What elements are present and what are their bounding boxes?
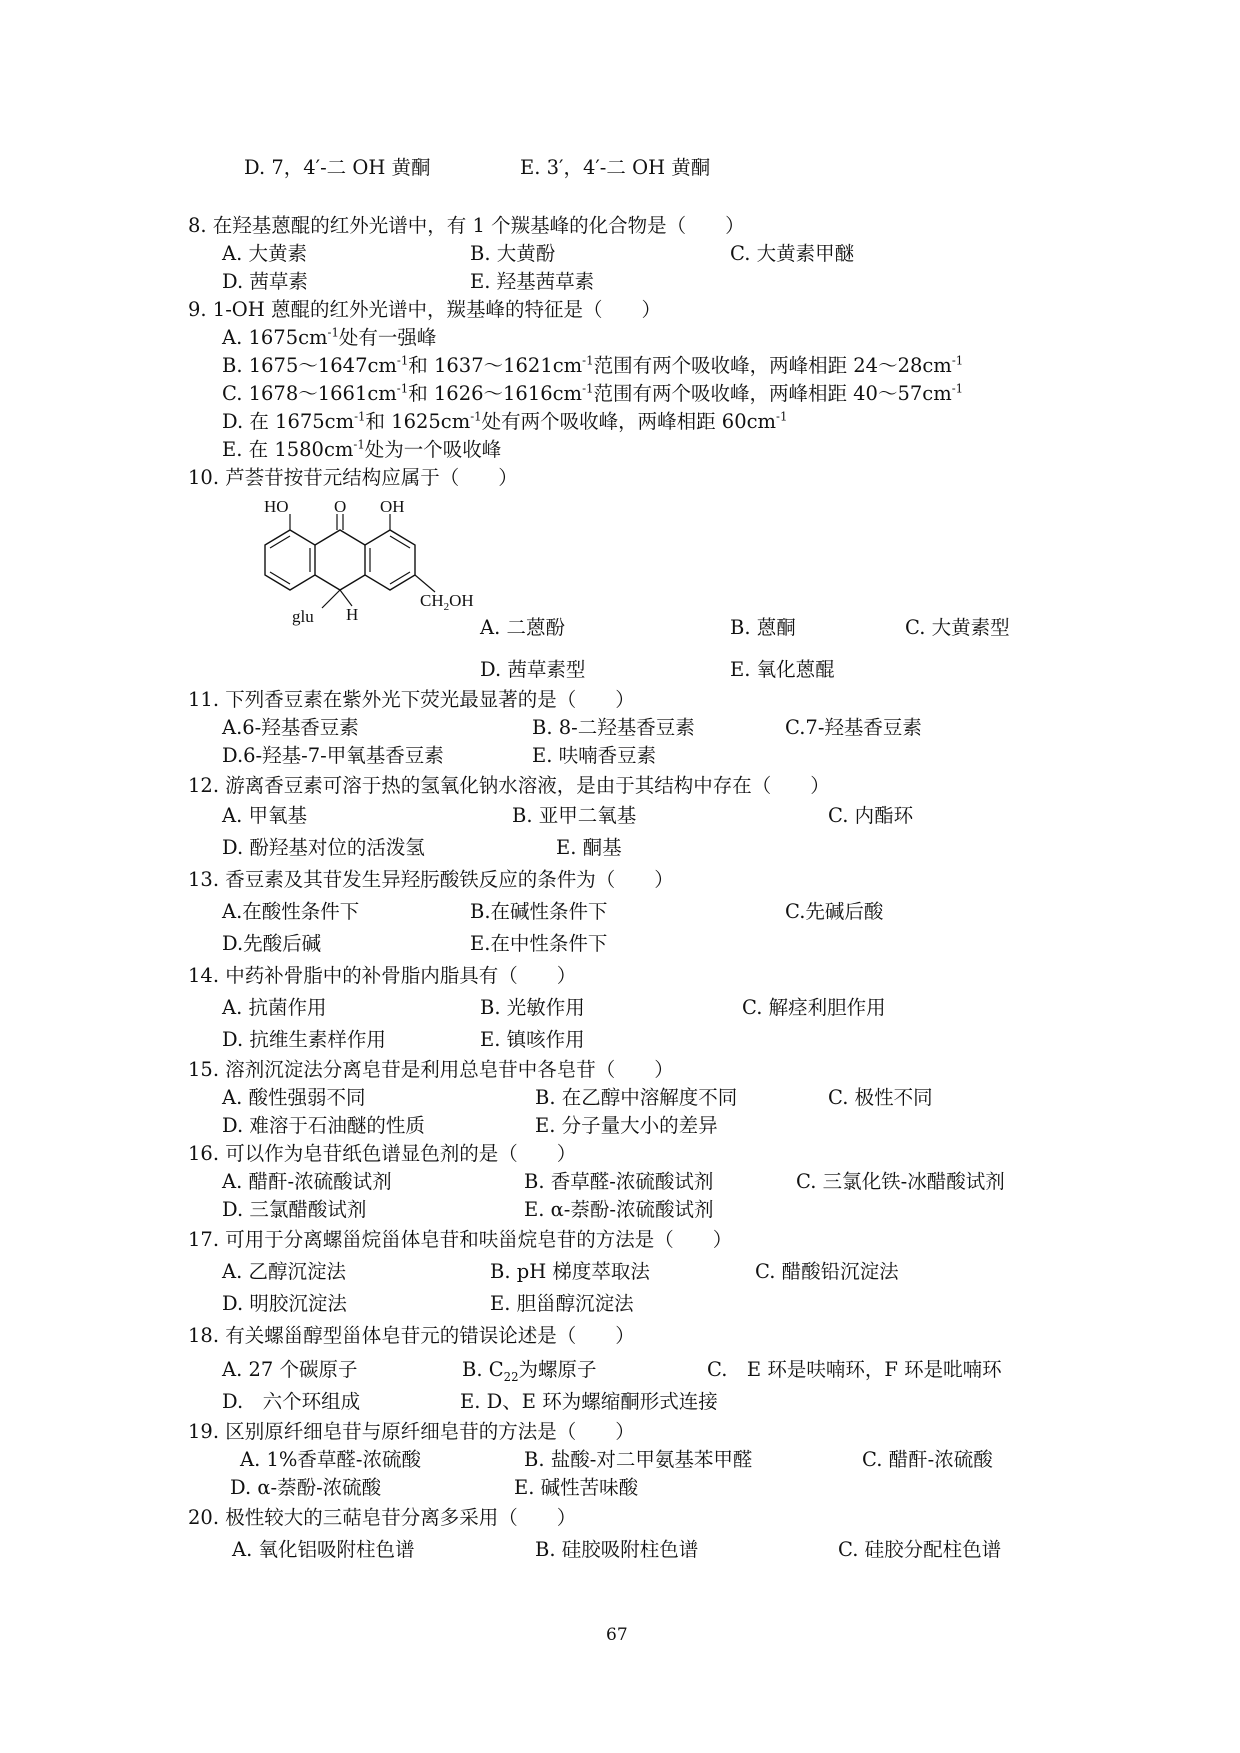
q9-stem: 9. 1-OH 蒽醌的红外光谱中，羰基峰的特征是（ ） [188,298,661,321]
q9-option-e: E. 在 $1580cm^{-1}$处为一个吸收峰 [222,437,502,461]
q16-option-b: B. 香草醛-浓硫酸试剂 [524,1170,714,1193]
q8-option-d: D. 茜草素 [222,270,308,293]
q10-stem: 10. 芦荟苷按苷元结构应属于（ ） [188,466,518,489]
q13-option-c: C.先碱后酸 [785,900,884,923]
q9-option-b: B. $1675\sim 1647cm^{-1}$和 $1637\sim 1621cm^{-1}$范围有两个吸收峰，两峰相距 $24\sim 28cm^{-1}$ [222,353,964,377]
q18-option-e: E. D、E 环为螺缩酮形式连接 [460,1390,718,1413]
q8-option-e: E. 羟基茜草素 [470,270,595,293]
label-h: H [346,605,359,624]
q10-option-c: C. 大黄素型 [905,616,1010,639]
q15-option-b: B. 在乙醇中溶解度不同 [535,1086,738,1109]
q8-option-c: C. 大黄素甲醚 [730,242,855,265]
q15-option-a: A. 酸性强弱不同 [222,1086,366,1109]
q14-option-a: A. 抗菌作用 [222,996,327,1019]
q18-option-a: A. 27 个碳原子 [222,1358,358,1381]
q15-option-d: D. 难溶于石油醚的性质 [222,1114,425,1137]
q10-option-a: A. 二蒽酚 [480,616,565,639]
label-ho: HO [264,500,289,516]
q18-option-b: B. $C_{22}$为螺原子 [462,1358,597,1384]
label-ch2oh: $CH_2OH$ [420,591,474,613]
q17-option-a: A. 乙醇沉淀法 [222,1260,346,1283]
q12-option-a: A. 甲氧基 [222,804,307,827]
q8-stem: 8. 在羟基蒽醌的红外光谱中，有 1 个羰基峰的化合物是（ ） [188,214,745,237]
q20-option-c: C. 硅胶分配柱色谱 [838,1538,1002,1561]
q8-option-a: A. 大黄素 [222,242,307,265]
q12-option-c: C. 内酯环 [828,804,914,827]
q14-option-d: D. 抗维生素样作用 [222,1028,386,1051]
q13-option-b: B.在碱性条件下 [470,900,608,923]
label-glu: glu [292,607,314,626]
q10-option-d: D. 茜草素型 [480,658,586,681]
q9-option-d: D. 在 $1675cm^{-1}$和 $1625cm^{-1}$处有两个吸收峰，两峰相距 $60cm^{-1}$ [222,409,788,433]
q16-option-d: D. 三氯醋酸试剂 [222,1198,367,1221]
q13-option-a: A.在酸性条件下 [222,900,360,923]
q12-option-e: E. 酮基 [556,836,622,859]
q11-option-c: C.7-羟基香豆素 [785,716,922,739]
q12-option-b: B. 亚甲二氧基 [512,804,637,827]
q16-stem: 16. 可以作为皂苷纸色谱显色剂的是（ ） [188,1142,577,1165]
q9-option-a: A. $1675cm^{-1}$处有一强峰 [222,325,437,349]
q20-stem: 20. 极性较大的三萜皂苷分离多采用（ ） [188,1506,577,1529]
q17-stem: 17. 可用于分离螺甾烷甾体皂苷和呋甾烷皂苷的方法是（ ） [188,1228,733,1251]
q7-option-d: D. 7，4′-二 OH 黄酮 [244,156,431,179]
q18-option-c: C. E 环是呋喃环，F 环是吡喃环 [707,1358,1002,1381]
q11-stem: 11. 下列香豆素在紫外光下荧光最显著的是（ ） [188,688,635,711]
q19-option-c: C. 醋酐-浓硫酸 [862,1448,993,1471]
q14-option-b: B. 光敏作用 [480,996,585,1019]
q10-option-b: B. 蒽酮 [730,616,796,639]
q14-option-e: E. 镇咳作用 [480,1028,585,1051]
aloin-structure-diagram [230,500,490,640]
q19-option-e: E. 碱性苦味酸 [514,1476,639,1499]
q13-stem: 13. 香豆素及其苷发生异羟肟酸铁反应的条件为（ ） [188,868,674,891]
q12-stem: 12. 游离香豆素可溶于热的氢氧化钠水溶液，是由于其结构中存在（ ） [188,774,830,797]
q7-option-e: E. 3′，4′-二 OH 黄酮 [520,156,711,179]
q15-option-e: E. 分子量大小的差异 [535,1114,718,1137]
q16-option-c: C. 三氯化铁-冰醋酸试剂 [796,1170,1005,1193]
q9-option-c: C. $1678\sim 1661cm^{-1}$和 $1626\sim 1616cm^{-1}$范围有两个吸收峰，两峰相距 $40\sim 57cm^{-1}$ [222,381,964,405]
q11-option-a: A.6-羟基香豆素 [222,716,359,739]
q20-option-b: B. 硅胶吸附柱色谱 [535,1538,699,1561]
q11-option-d: D.6-羟基-7-甲氧基香豆素 [222,744,444,767]
q19-option-b: B. 盐酸-对二甲氨基苯甲醛 [524,1448,753,1471]
q17-option-c: C. 醋酸铅沉淀法 [755,1260,899,1283]
q11-option-b: B. 8-二羟基香豆素 [532,716,695,739]
page-number: 67 [606,1625,628,1645]
q13-option-e: E.在中性条件下 [470,932,608,955]
q14-stem: 14. 中药补骨脂中的补骨脂内脂具有（ ） [188,964,577,987]
q17-option-b: B. pH 梯度萃取法 [490,1260,650,1283]
q13-option-d: D.先酸后碱 [222,932,322,955]
q17-option-e: E. 胆甾醇沉淀法 [490,1292,634,1315]
q19-option-d: D. α-萘酚-浓硫酸 [230,1476,382,1499]
q18-stem: 18. 有关螺甾醇型甾体皂苷元的错误论述是（ ） [188,1324,635,1347]
q8-option-b: B. 大黄酚 [470,242,556,265]
q15-stem: 15. 溶剂沉淀法分离皂苷是利用总皂苷中各皂苷（ ） [188,1058,674,1081]
q18-option-d: D. 六个环组成 [222,1390,361,1413]
q14-option-c: C. 解痉利胆作用 [742,996,886,1019]
q12-option-d: D. 酚羟基对位的活泼氢 [222,836,425,859]
q11-option-e: E. 呋喃香豆素 [532,744,657,767]
q19-option-a: A. 1%香草醛-浓硫酸 [240,1448,422,1471]
label-oh: OH [380,500,405,516]
q16-option-a: A. 醋酐-浓硫酸试剂 [222,1170,392,1193]
q20-option-a: A. 氧化铝吸附柱色谱 [232,1538,415,1561]
q19-stem: 19. 区别原纤细皂苷与原纤细皂苷的方法是（ ） [188,1420,635,1443]
q15-option-c: C. 极性不同 [828,1086,933,1109]
q10-option-e: E. 氧化蒽醌 [730,658,835,681]
label-o: O [334,500,347,516]
q16-option-e: E. α-萘酚-浓硫酸试剂 [524,1198,714,1221]
q17-option-d: D. 明胶沉淀法 [222,1292,347,1315]
